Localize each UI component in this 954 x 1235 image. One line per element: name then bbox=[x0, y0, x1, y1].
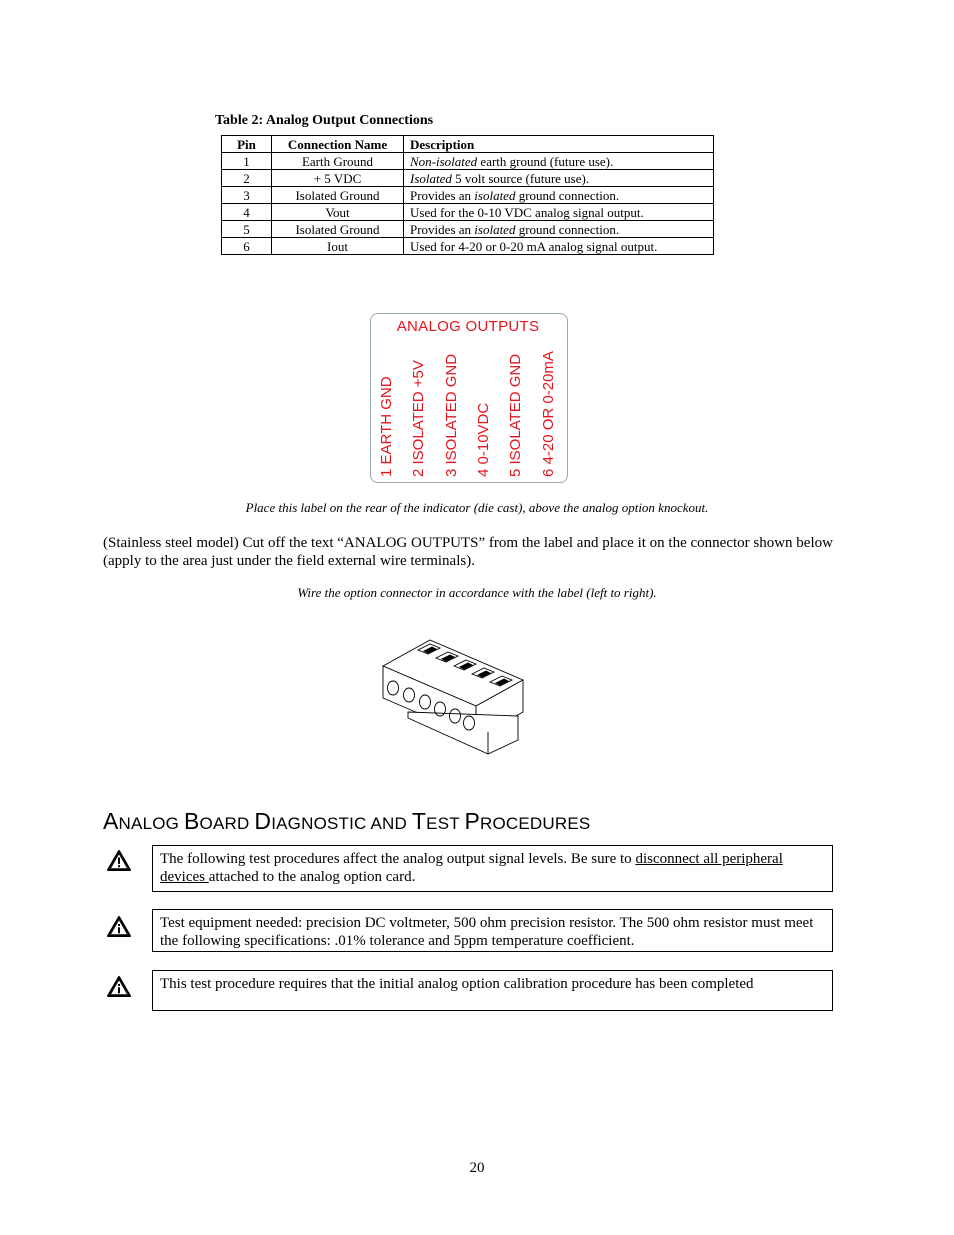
table-header-row bbox=[222, 136, 714, 153]
cell-pin: 4 bbox=[222, 204, 272, 221]
info-icon bbox=[106, 975, 132, 999]
cell-name: Isolated Ground bbox=[272, 187, 404, 204]
label-pin-6: 6 4-20 OR 0-20mA bbox=[540, 351, 557, 477]
label-pin-4: 4 0-10VDC bbox=[475, 402, 492, 477]
label-pin-5: 5 ISOLATED GND bbox=[507, 353, 524, 477]
cell-name: + 5 VDC bbox=[272, 170, 404, 187]
table-row bbox=[222, 153, 714, 170]
label-title: ANALOG OUTPUTS bbox=[396, 318, 540, 335]
header-description: Description bbox=[404, 136, 714, 153]
analog-outputs-label bbox=[370, 313, 568, 483]
info-icon bbox=[106, 915, 132, 939]
table-caption: Table 2: Analog Output Connections bbox=[215, 113, 434, 128]
header-pin: Pin bbox=[222, 136, 272, 153]
cell-description: Non-isolated earth ground (future use). bbox=[404, 153, 714, 170]
connector-caption: Wire the option connector in accordance with the label (left to right). bbox=[297, 585, 657, 600]
label-pin-2: 2 ISOLATED +5V bbox=[410, 360, 427, 477]
cell-pin: 2 bbox=[222, 170, 272, 187]
table-row bbox=[222, 187, 714, 204]
cell-name: Earth Ground bbox=[272, 153, 404, 170]
paragraph-stainless: (Stainless steel model) Cut off the text “ANALOG OUTPUTS” from the label and place it on the connector shown below (apply to the area just under the field external wire terminals). bbox=[103, 535, 833, 569]
connector-illustration bbox=[378, 636, 528, 768]
cell-pin: 6 bbox=[222, 238, 272, 255]
cell-description: Used for the 0-10 VDC analog signal output. bbox=[404, 204, 714, 221]
cell-description: Provides an isolated ground connection. bbox=[404, 187, 714, 204]
analog-output-connections-table bbox=[221, 135, 714, 255]
cell-name: Iout bbox=[272, 238, 404, 255]
table-row bbox=[222, 238, 714, 255]
info-box: This test procedure requires that the initial analog option calibration procedure has been completed bbox=[152, 970, 833, 1011]
label-caption: Place this label on the rear of the indicator (die cast), above the analog option knockout. bbox=[245, 500, 709, 515]
warning-box: The following test procedures affect the analog output signal levels. Be sure to disconnect all peripheral devices attached to the analog option card. bbox=[152, 845, 833, 892]
label-pin-3: 3 ISOLATED GND bbox=[443, 353, 460, 477]
cell-name: Isolated Ground bbox=[272, 221, 404, 238]
info-box: Test equipment needed: precision DC voltmeter, 500 ohm precision resistor. The 500 ohm resistor must meet the following specifications: .01% tolerance and 5ppm temperature coefficient. bbox=[152, 909, 833, 952]
table-row bbox=[222, 204, 714, 221]
cell-pin: 5 bbox=[222, 221, 272, 238]
cell-name: Vout bbox=[272, 204, 404, 221]
cell-pin: 3 bbox=[222, 187, 272, 204]
table-row bbox=[222, 170, 714, 187]
cell-description: Used for 4-20 or 0-20 mA analog signal output. bbox=[404, 238, 714, 255]
table-row bbox=[222, 221, 714, 238]
cell-description: Isolated 5 volt source (future use). bbox=[404, 170, 714, 187]
cell-description: Provides an isolated ground connection. bbox=[404, 221, 714, 238]
label-pin-1: 1 EARTH GND bbox=[378, 376, 395, 477]
cell-pin: 1 bbox=[222, 153, 272, 170]
warning-exclamation-icon bbox=[106, 849, 132, 873]
page-number: 20 bbox=[469, 1160, 485, 1176]
section-heading: ANALOG BOARD DIAGNOSTIC AND TEST PROCEDURES bbox=[103, 808, 591, 834]
header-connection-name: Connection Name bbox=[272, 136, 404, 153]
